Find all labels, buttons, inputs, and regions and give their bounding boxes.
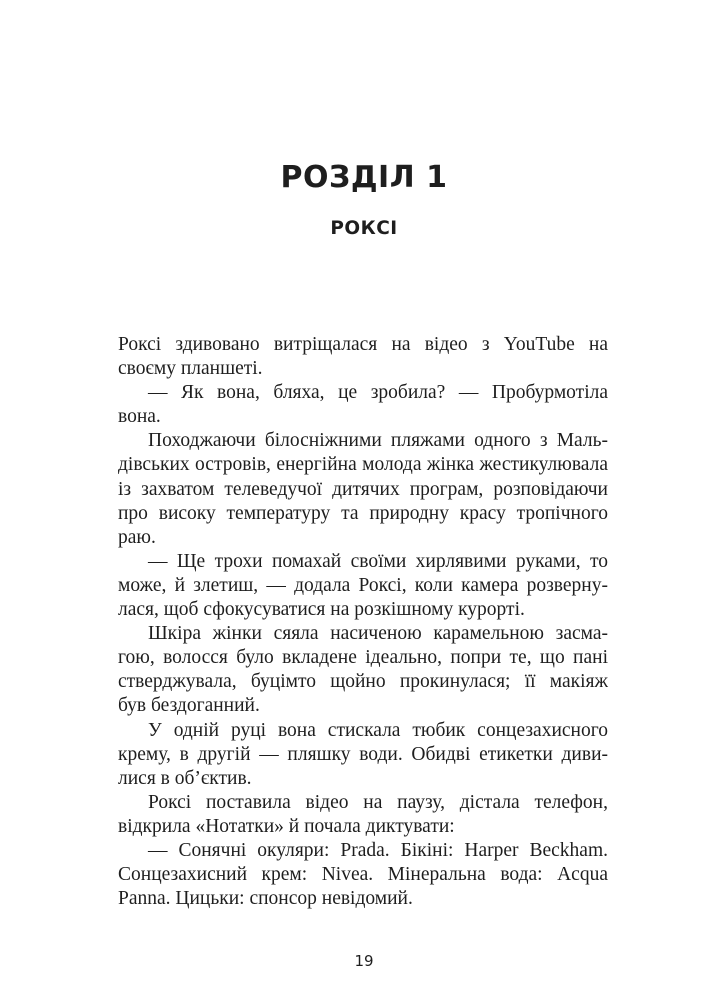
page-number: 19 [354, 952, 374, 970]
text-line: Шкіра жінки сяяла насиченою карамельною засма- [148, 623, 608, 645]
text-line: — Як вона, бляха, це зробила? — Пробурмотіла [148, 382, 608, 404]
chapter-subtitle: РОКСІ [330, 218, 398, 239]
chapter-title: РОЗДІЛ 1 [280, 160, 448, 195]
text-line: вона. [118, 406, 161, 428]
text-line: із захватом телеведучої дитячих програм, розповідаючи [118, 478, 608, 500]
text-line: крему, в другій — пляшку води. Обидві етикетки диви- [118, 743, 608, 765]
text-line: може, й злетиш, — додала Роксі, коли камера розверну- [118, 574, 608, 596]
text-line: раю. [118, 526, 156, 548]
text-line: відкрила «Нотатки» й почала диктувати: [118, 815, 455, 837]
text-line: — Ще трохи помахай своїми хирлявими руками, то [148, 550, 608, 572]
text-line: гою, волосся було вкладене ідеально, попри те, що пані [118, 647, 608, 669]
text-line: дівських островів, енергійна молода жінка жестикулювала [118, 454, 608, 476]
text-line: про високу температуру та природну красу тропічного [118, 502, 608, 524]
body-text [118, 333, 608, 911]
text-line: Походжаючи білосніжними пляжами одного з Маль- [148, 430, 608, 452]
text-line: своєму планшеті. [118, 358, 263, 380]
text-line: Сонцезахисний крем: Nivea. Мінеральна вода: Acqua [118, 864, 608, 886]
text-line: У одній руці вона стискала тюбик сонцезахисного [148, 719, 608, 741]
text-line: Panna. Цицьки: спонсор невідомий. [118, 888, 413, 910]
text-line: був бездоганний. [118, 695, 260, 717]
text-line: стверджувала, буцімто щойно прокинулася; її макіяж [118, 671, 608, 693]
text-line: Роксі здивовано витріщалася на відео з YouTube на [118, 334, 608, 355]
text-line: Роксі поставила відео на паузу, дістала телефон, [148, 791, 608, 813]
text-line: лася, щоб сфокусуватися на розкішному курорті. [118, 599, 525, 621]
text-line: — Сонячні окуляри: Prada. Бікіні: Harper Beckham. [148, 839, 608, 861]
text-line: лися в об’єктив. [118, 767, 252, 789]
